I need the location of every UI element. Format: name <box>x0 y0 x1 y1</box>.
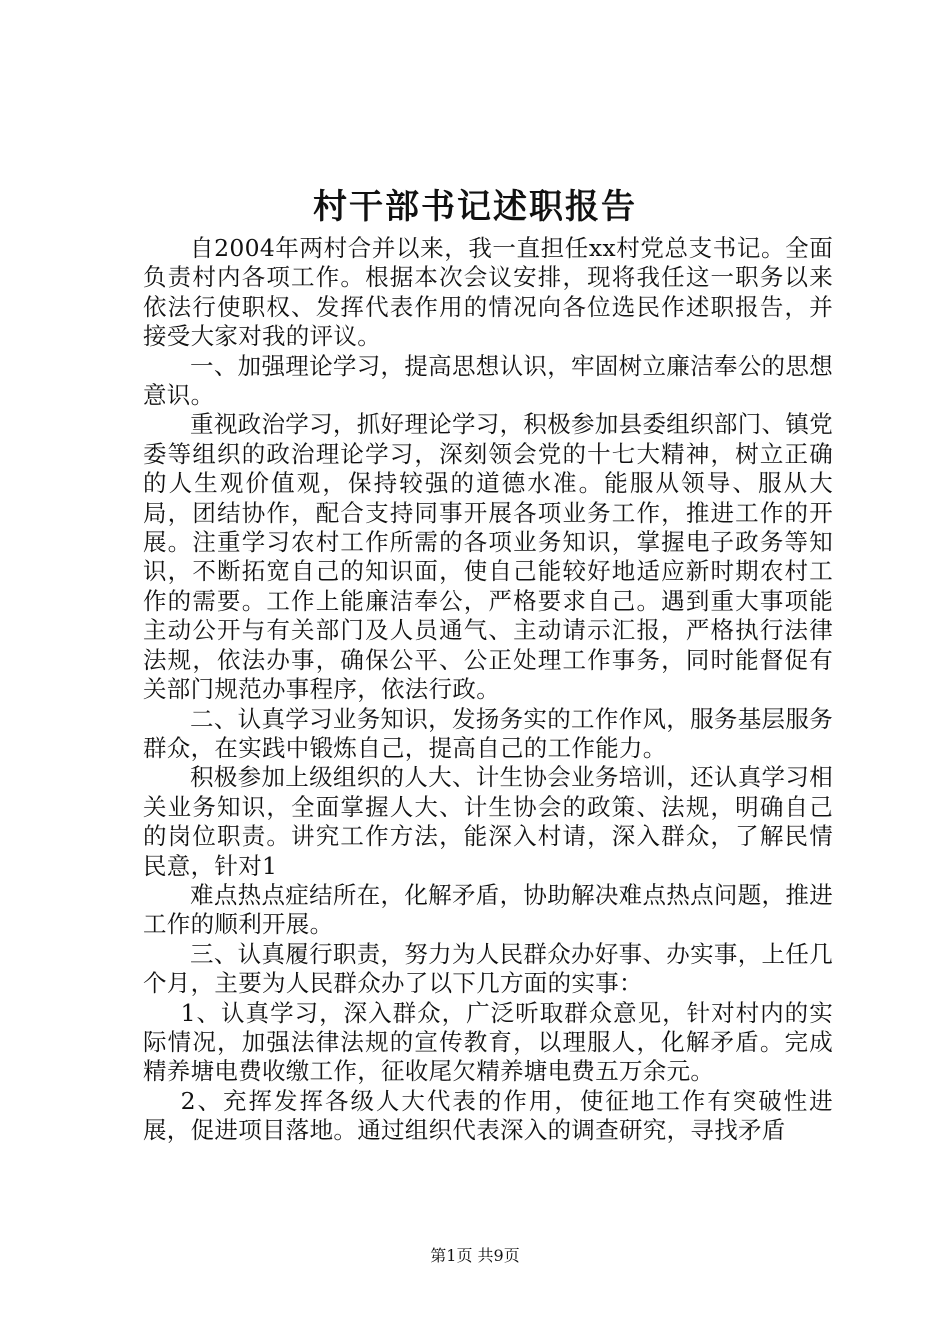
document-body <box>143 234 833 1146</box>
section-heading-1: 一、加强理论学习，提高思想认识，牢固树立廉洁奉公的思想意识。 <box>143 351 833 410</box>
list-item-2: 2、充挥发挥各级人大代表的作用，使征地工作有突破性进展，促进项目落地。通过组织代表深入的调查研究，寻找矛盾 <box>143 1086 833 1145</box>
paragraph-section-2-continued: 难点热点症结所在，化解矛盾，协助解决难点热点问题，推进工作的顺利开展。 <box>143 880 833 939</box>
paragraph-section-1: 重视政治学习，抓好理论学习，积极参加县委组织部门、镇党委等组织的政治理论学习，深刻领会党的十七大精神，树立正确的人生观价值观，保持较强的道德水准。能服从领导、服从大局，团结协作，配合支持同事开展各项业务工作，推进工作的开展。注重学习农村工作所需的各项业务知识，掌握电子政务等知识，不断拓宽自己的知识面，使自己能较好地适应新时期农村工作的需要。工作上能廉洁奉公，严格要求自己。遇到重大事项能主动公开与有关部门及人员通气、主动请示汇报，严格执行法律法规，依法办事，确保公平、公正处理工作事务，同时能督促有关部门规范办事程序，依法行政。 <box>143 410 833 704</box>
paragraph-intro: 自2004年两村合并以来，我一直担任xx村党总支书记。全面负责村内各项工作。根据本次会议安排，现将我任这一职务以来依法行使职权、发挥代表作用的情况向各位选民作述职报告，并接受大家对我的评议。 <box>143 234 833 351</box>
section-heading-3: 三、认真履行职责，努力为人民群众办好事、办实事，上任几个月，主要为人民群众办了以下几方面的实事： <box>143 939 833 998</box>
page-number-footer: 第1页 共9页 <box>430 1246 520 1265</box>
list-item-1: 1、认真学习，深入群众，广泛听取群众意见，针对村内的实际情况，加强法律法规的宣传教育，以理服人，化解矛盾。完成精养塘电费收缴工作，征收尾欠精养塘电费五万余元。 <box>143 998 833 1086</box>
section-heading-2: 二、认真学习业务知识，发扬务实的工作作风，服务基层服务群众，在实践中锻炼自己，提高自己的工作能力。 <box>143 704 833 762</box>
paragraph-section-2: 积极参加上级组织的人大、计生协会业务培训，还认真学习相关业务知识，全面掌握人大、计生协会的政策、法规，明确自己的岗位职责。讲究工作方法，能深入村请，深入群众，了解民情民意，针对1 <box>143 763 833 880</box>
document-title: 村干部书记述职报告 <box>313 187 637 227</box>
